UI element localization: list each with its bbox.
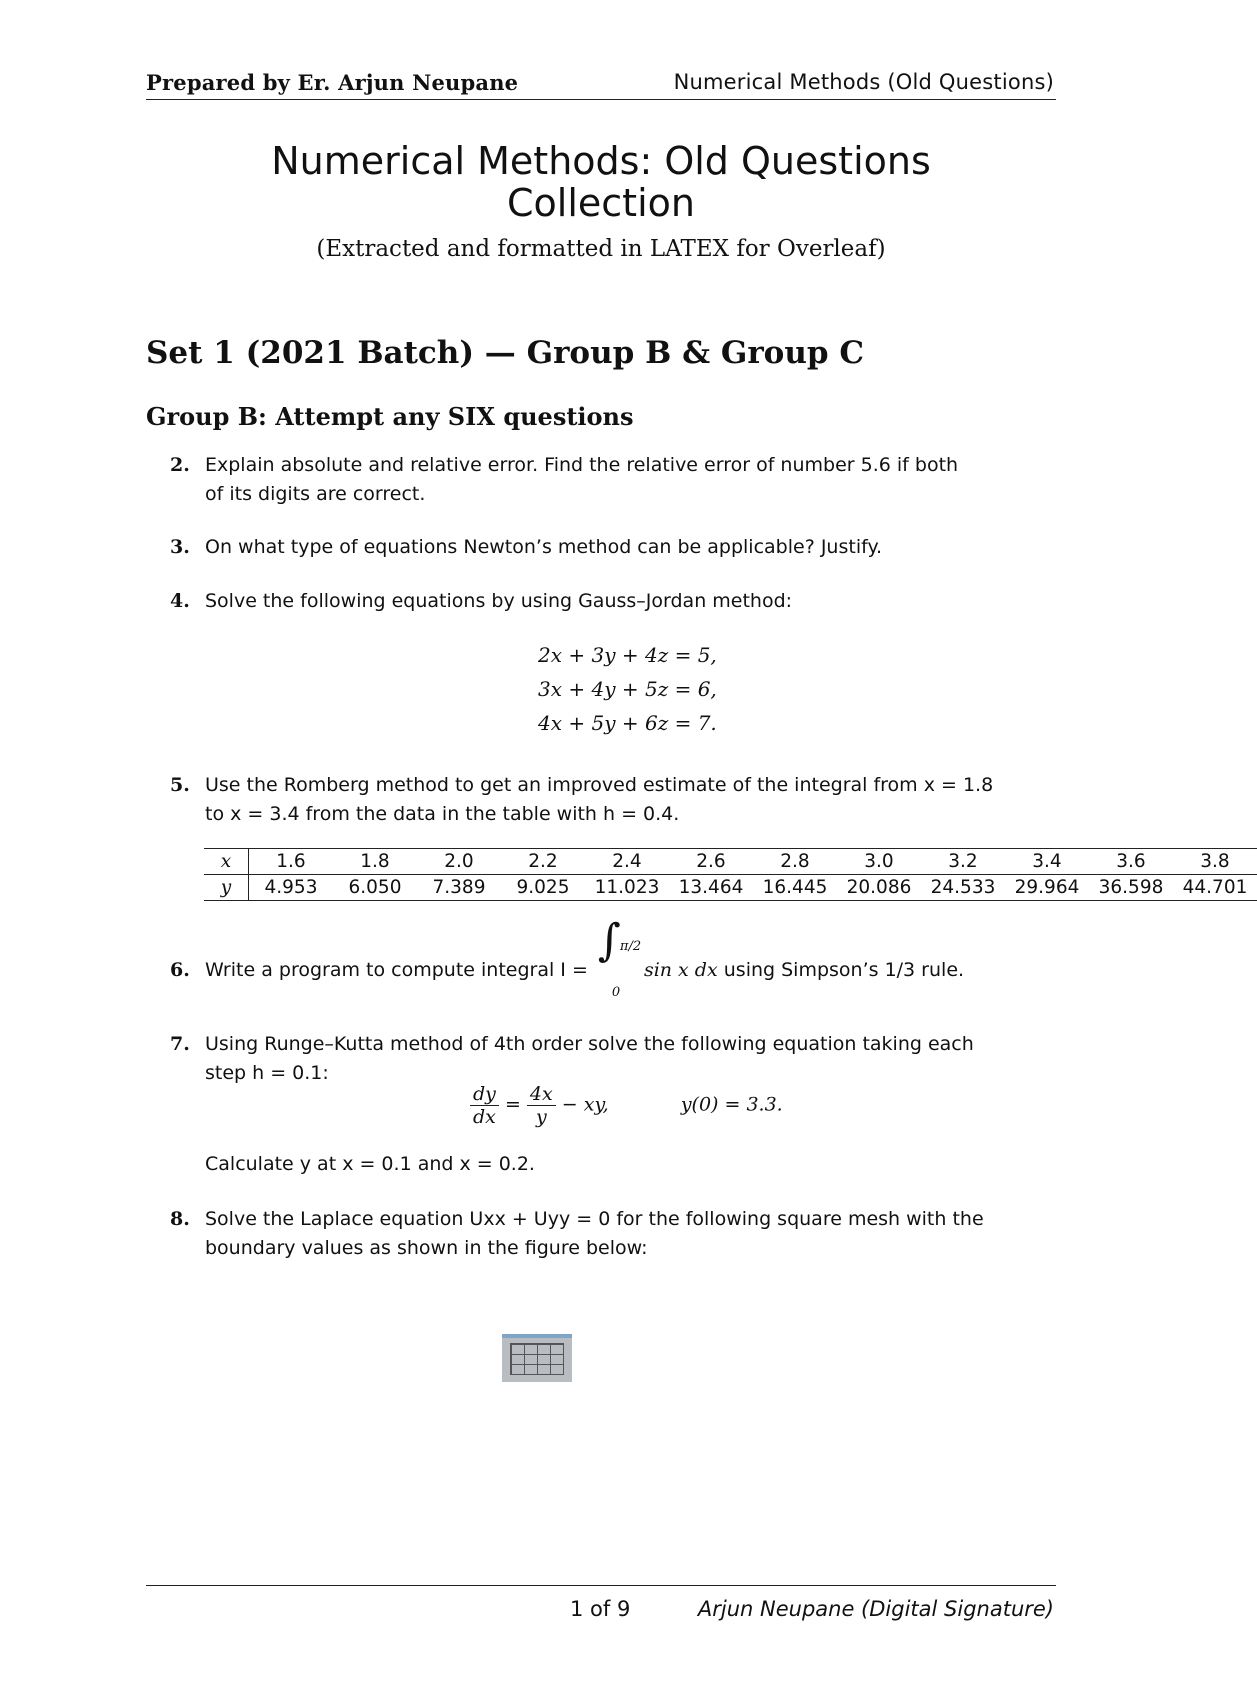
equation: 3x + 4y + 5z = 6, (538, 677, 717, 701)
table-cell-y: 13.464 (669, 875, 753, 901)
ode-equation (470, 1083, 783, 1128)
table-cell-x: 3.4 (1005, 849, 1089, 875)
rhs-fraction (527, 1083, 556, 1128)
equals-sign: = (504, 1093, 527, 1116)
header-doc-title: Numerical Methods (Old Questions) (673, 70, 1054, 94)
table-cell-y: 24.533 (921, 875, 1005, 901)
title-line-2: Collection (507, 181, 695, 225)
digital-signature: Arjun Neupane (Digital Signature) (697, 1597, 1054, 1621)
mesh-grid-icon (510, 1343, 564, 1375)
square-mesh-figure (502, 1334, 572, 1382)
table-cell-x: 2.4 (585, 849, 669, 875)
fraction-denominator: dx (473, 1106, 496, 1128)
question-text-line: Explain absolute and relative error. Find the relative error of number 5.6 if both (205, 454, 959, 476)
question-4 (170, 587, 1060, 616)
table-cell-x: 2.6 (669, 849, 753, 875)
data-table (204, 848, 1257, 901)
derivative-fraction (470, 1083, 499, 1128)
table-cell-y: 16.445 (753, 875, 837, 901)
integral-lower-limit: 0 (611, 985, 621, 1000)
question-text-line: On what type of equations Newton’s method can be applicable? Justify. (205, 536, 883, 558)
table-cell-y: 9.025 (501, 875, 585, 901)
footer-rule (146, 1585, 1056, 1586)
table-row-y (204, 875, 1257, 901)
table-cell-y: 20.086 (837, 875, 921, 901)
question-text: Write a program to compute integral I = (205, 959, 588, 981)
question-number: 7. (170, 1033, 190, 1055)
question-text-line: Solve the Laplace equation Uxx + Uyy = 0 for the following square mesh with the (205, 1208, 984, 1230)
table-cell-x: 3.8 (1173, 849, 1257, 875)
table-header-y: y (204, 875, 249, 901)
fraction-numerator: 4x (527, 1083, 556, 1106)
question-text-line: of its digits are correct. (205, 483, 426, 505)
integral-upper-limit: π/2 (619, 939, 642, 954)
question-text-line: to x = 3.4 from the data in the table with h = 0.4. (205, 803, 680, 825)
page-subtitle: (Extracted and formatted in LATEX for Overleaf) (316, 236, 886, 262)
integral-sign: ∫ (597, 915, 621, 966)
question-number: 5. (170, 774, 190, 796)
question-text-line: Calculate y at x = 0.1 and x = 0.2. (205, 1153, 535, 1175)
header-rule (146, 99, 1056, 100)
question-5 (170, 771, 1060, 829)
question-7 (170, 1030, 1060, 1088)
initial-condition: y(0) = 3.3. (680, 1093, 783, 1116)
question-text-line: Using Runge–Kutta method of 4th order solve the following equation taking each (205, 1033, 974, 1055)
table-row-x (204, 849, 1257, 875)
table-cell-x: 3.2 (921, 849, 1005, 875)
table-cell-x: 2.8 (753, 849, 837, 875)
table-cell-x: 3.6 (1089, 849, 1173, 875)
question-text-line: Solve the following equations by using Gauss–Jordan method: (205, 590, 793, 612)
table-cell-x: 2.0 (417, 849, 501, 875)
table-cell-y: 44.701 (1173, 875, 1257, 901)
page-number: 1 of 9 (570, 1597, 631, 1621)
question-text-line: Use the Romberg method to get an improved estimate of the integral from x = 1.8 (205, 774, 994, 796)
question-number: 6. (170, 959, 190, 981)
header-author: Prepared by Er. Arjun Neupane (146, 70, 519, 95)
title-line-1: Numerical Methods: Old Questions (271, 139, 931, 183)
fraction-denominator: y (535, 1106, 547, 1128)
fraction-numerator: dy (470, 1083, 499, 1106)
table-cell-x: 3.0 (837, 849, 921, 875)
question-number: 3. (170, 536, 190, 558)
table-cell-y: 11.023 (585, 875, 669, 901)
question-7-followup (170, 1150, 1060, 1179)
table-cell-y: 29.964 (1005, 875, 1089, 901)
equation-tail: − xy, (561, 1093, 609, 1116)
table-header-x: x (204, 849, 249, 875)
equation-system (538, 638, 717, 740)
table-cell-y: 36.598 (1089, 875, 1173, 901)
question-number: 4. (170, 590, 190, 612)
equation: 4x + 5y + 6z = 7. (538, 711, 717, 735)
section-heading: Set 1 (2021 Batch) — Group B & Group C (146, 335, 865, 371)
equation: 2x + 3y + 4z = 5, (538, 643, 717, 667)
question-text-line: step h = 0.1: (205, 1062, 329, 1084)
question-6 (170, 915, 1060, 1004)
table-cell-y: 6.050 (333, 875, 417, 901)
question-2 (170, 451, 1060, 509)
question-text-line: boundary values as shown in the figure below: (205, 1237, 648, 1259)
table-cell-y: 7.389 (417, 875, 501, 901)
table-cell-x: 1.6 (249, 849, 334, 875)
integrand: sin x dx (643, 959, 718, 981)
page-title (146, 140, 1056, 224)
question-number: 2. (170, 454, 190, 476)
question-8 (170, 1205, 1060, 1263)
question-text: using Simpson’s 1/3 rule. (723, 959, 965, 981)
group-heading: Group B: Attempt any SIX questions (146, 402, 634, 431)
table-cell-y: 4.953 (249, 875, 334, 901)
table-cell-x: 1.8 (333, 849, 417, 875)
question-number: 8. (170, 1208, 190, 1230)
table-cell-x: 2.2 (501, 849, 585, 875)
question-3 (170, 533, 1060, 562)
